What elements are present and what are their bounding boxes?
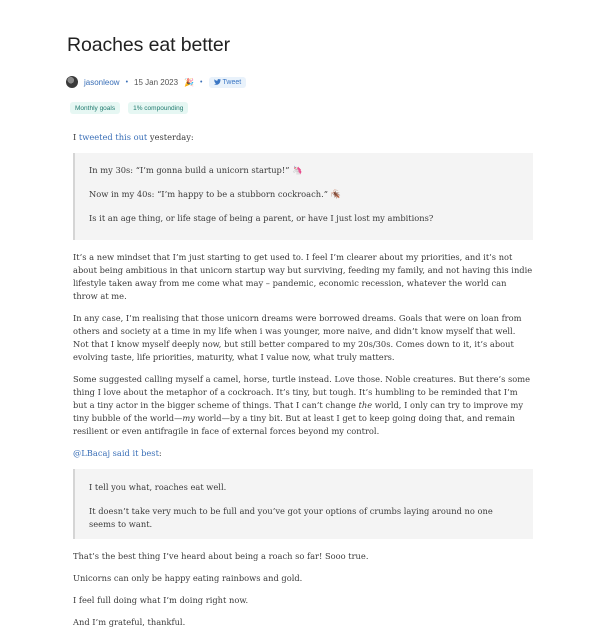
tweet-label: Tweet bbox=[222, 78, 242, 86]
para3-text: Some suggested calling myself a camel, horse, turtle instead. Love those. Noble creatures. But there’s some thing I love about the metaphor of a cockroach. It’s tiny, but tough. It’s humbling to be reminded that I’m but a tiny actor in the bigger scheme of things. That I can’t change bbox=[73, 374, 531, 410]
quote-line: In my 30s: “I’m gonna build a unicorn startup!” 🦄 bbox=[89, 165, 303, 175]
quote-line: I tell you what, roaches eat well. bbox=[89, 482, 227, 492]
body-paragraph bbox=[73, 373, 533, 438]
tag-compounding[interactable]: 1% compounding bbox=[128, 102, 188, 114]
para3-emphasis: my bbox=[182, 413, 195, 423]
meta-separator: • bbox=[125, 78, 129, 86]
author-link[interactable]: jasonleow bbox=[84, 77, 120, 87]
tweet-button[interactable] bbox=[209, 77, 247, 88]
post-content bbox=[73, 131, 533, 638]
closing-paragraph: And I’m grateful, thankful. bbox=[73, 617, 186, 627]
intro-paragraph bbox=[73, 131, 533, 144]
body-paragraph: In any case, I’m realising that those unicorn dreams were borrowed dreams. Goals that were on loan from others and society at a time in my life when i was younger, more naive, and didn’t know myself that well. Not that I know myself deeply now, but still better compared to my 20s/30s. Comes down to it, it’s about evolving taste, life priorities, maturity, what I value now, what truly matters. bbox=[73, 313, 522, 362]
post-title: Roaches eat better bbox=[67, 34, 230, 56]
body-paragraph: It’s a new mindset that I’m just starting to get used to. I feel I’m clearer about my priorities, and it’s not about being ambitious in that unicorn startup way but surviving, feeding my family, and not having this indie lifestyle taken away from me come what may – pandemic, economic recession, whatever the world can throw at me. bbox=[73, 252, 533, 301]
quote-line: It doesn’t take very much to be full and you’ve got your options of crumbs laying around no one seems to want. bbox=[89, 506, 493, 529]
lbacaj-suffix: : bbox=[158, 448, 162, 458]
tag-monthly-goals[interactable]: Monthly goals bbox=[70, 102, 120, 114]
author-avatar[interactable] bbox=[66, 76, 78, 88]
post-meta bbox=[66, 74, 246, 90]
tag-list bbox=[70, 102, 188, 114]
lbacaj-paragraph bbox=[73, 447, 533, 460]
lbacaj-link[interactable]: @LBacaj said it best bbox=[73, 448, 159, 458]
quote-line: Is it an age thing, or life stage of being a parent, or have I just lost my ambitions? bbox=[89, 213, 434, 223]
date-emoji: 🎉 bbox=[184, 77, 195, 87]
tweet-link[interactable]: tweeted this out bbox=[78, 132, 148, 142]
para3-text: world—by a tiny bit. But at least I get to keep going doing that, and remain resilient or even antifragile in face of external forces beyond my control. bbox=[73, 413, 515, 436]
closing-paragraph: That’s the best thing I’ve heard about being a roach so far! Sooo true. bbox=[73, 551, 369, 561]
lbacaj-quote bbox=[73, 469, 533, 539]
closing-paragraph: Unicorns can only be happy eating rainbows and gold. bbox=[73, 573, 303, 583]
closing-paragraph: I feel full doing what I’m doing right now. bbox=[73, 595, 249, 605]
meta-separator: • bbox=[200, 78, 203, 86]
quote-line: Now in my 40s: “I’m happy to be a stubborn cockroach.” 🪳 bbox=[89, 189, 341, 199]
para3-emphasis: the bbox=[358, 400, 373, 410]
para3-text: world, I only can try to improve my tiny bubble of the world— bbox=[73, 400, 524, 423]
bird-icon bbox=[214, 79, 221, 85]
tweet-quote bbox=[73, 153, 533, 240]
post-date: 15 Jan 2023 bbox=[134, 77, 179, 87]
intro-prefix: I bbox=[73, 132, 79, 142]
intro-suffix: yesterday: bbox=[147, 132, 194, 142]
